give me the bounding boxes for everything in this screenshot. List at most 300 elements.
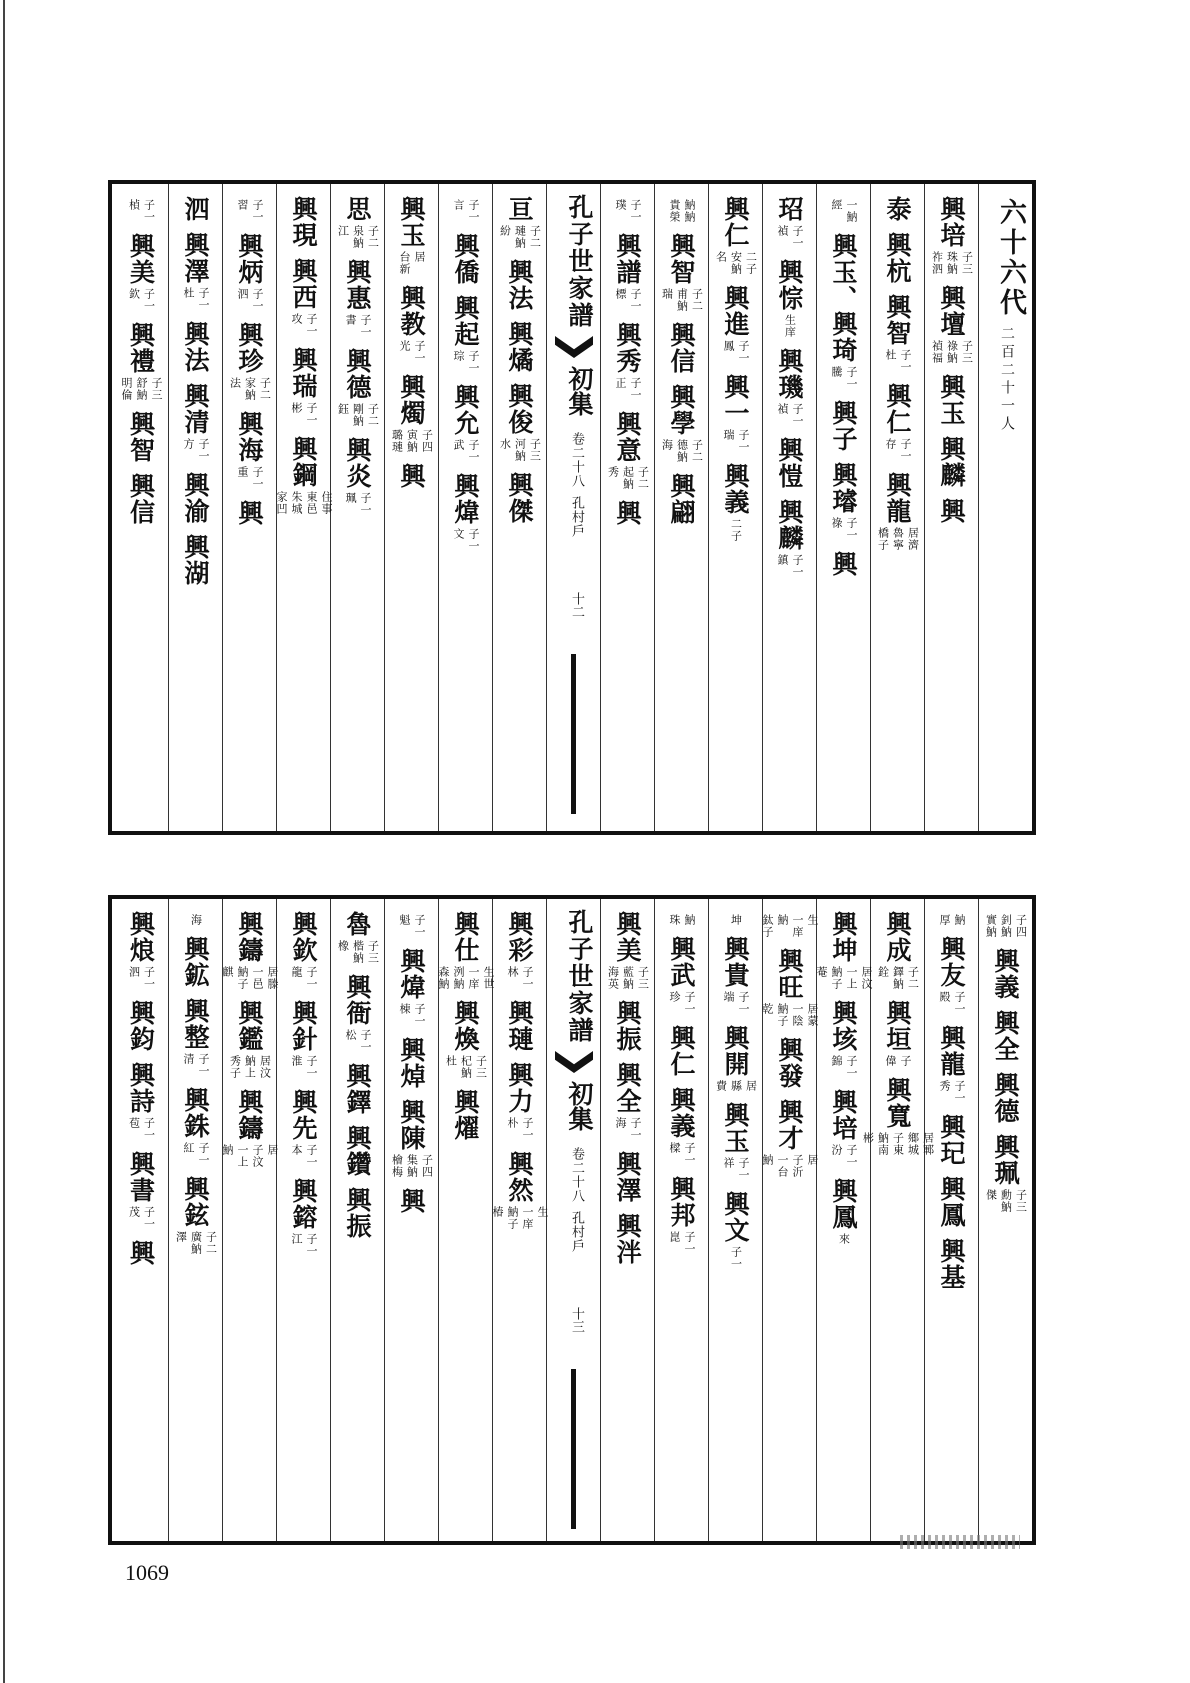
column-entries: [169, 196, 222, 596]
person-note: 鐸魶: [891, 966, 905, 990]
person-name: 興: [829, 551, 858, 577]
person-note: 海: [660, 439, 674, 451]
person-entry: [815, 911, 872, 990]
person-note: 一台: [776, 1154, 789, 1178]
person-entry: [775, 259, 804, 338]
person-name: 興美: [126, 233, 156, 285]
person-entry: [343, 1187, 372, 1239]
person-note: 子一: [845, 1144, 858, 1168]
person-notes: [830, 517, 857, 541]
person-entry: [991, 948, 1020, 1000]
register-column: [384, 184, 438, 831]
person-entry: [397, 1037, 426, 1089]
person-note: 秀: [606, 466, 620, 478]
person-name: 興鋼: [289, 436, 318, 488]
register-column: [330, 184, 384, 831]
person-entry: [775, 196, 804, 249]
person-note: 禎福: [930, 340, 944, 364]
register-column: [708, 899, 762, 1541]
column-entries: [601, 196, 654, 536]
person-name: 興仁: [667, 1025, 696, 1077]
person-notes: [668, 1231, 695, 1255]
person-note: 二子: [729, 518, 743, 542]
person-entry: [236, 196, 263, 223]
person-notes: [229, 377, 271, 401]
person-note: 子一: [197, 438, 210, 462]
person-note: 琮: [452, 350, 465, 362]
person-entry: [289, 1178, 318, 1257]
person-notes: [722, 991, 749, 1015]
person-name: 興鳳: [829, 1178, 858, 1230]
person-note: 子一: [467, 528, 480, 552]
person-entry: [829, 1178, 858, 1245]
person-name: 興現: [289, 196, 318, 248]
person-note: 居蒙: [806, 1003, 819, 1027]
person-name: 興: [235, 500, 264, 526]
person-name: 興鑑: [235, 1000, 264, 1052]
person-notes: [938, 914, 965, 926]
person-notes: [344, 1029, 371, 1053]
person-note: 子一: [629, 288, 642, 312]
person-name: 興德: [343, 348, 372, 400]
person-name: 興愷: [775, 437, 804, 489]
collection-label: 初集: [565, 1081, 594, 1131]
column-entries: [761, 911, 819, 1188]
person-notes: [722, 1157, 749, 1181]
person-note: 朴: [506, 1117, 519, 1129]
person-note: 洌魶: [452, 966, 465, 990]
person-note: 一魶: [845, 199, 858, 223]
person-note: 海英: [606, 966, 620, 990]
person-note: 子一: [197, 287, 210, 311]
person-name: 興意: [613, 411, 642, 463]
person-note: 棟: [398, 1003, 411, 1015]
person-entry: [127, 1151, 156, 1230]
person-note: 廣魶: [189, 1231, 203, 1255]
person-entry: [289, 1089, 318, 1168]
person-note: 珠魶: [945, 251, 959, 275]
person-entry: [491, 1151, 548, 1230]
person-name: 泗: [181, 196, 210, 222]
register-column: [762, 184, 816, 831]
person-name: 興然: [505, 1151, 534, 1203]
person-entry: [128, 196, 155, 223]
person-name: 興璣: [775, 348, 804, 400]
person-note: 子一: [305, 1144, 318, 1168]
person-note: 彬: [861, 1132, 875, 1144]
person-note: 子三: [636, 966, 650, 990]
person-notes: [182, 1142, 209, 1166]
person-note: 魁: [398, 914, 411, 926]
person-entry: [667, 473, 696, 525]
person-note: 殿: [938, 991, 951, 1003]
person-notes: [730, 914, 742, 926]
person-entry: [229, 322, 271, 401]
person-note: 魶: [776, 914, 789, 926]
person-entry: [337, 348, 379, 427]
person-notes: [614, 1117, 641, 1141]
person-note: 居汶: [860, 966, 873, 990]
person-note: 子一: [251, 466, 264, 490]
person-entry: [505, 1000, 534, 1052]
person-entry: [862, 1077, 934, 1156]
person-note: 江: [336, 225, 350, 237]
person-name: 興煒: [451, 473, 480, 525]
column-entries: [223, 196, 276, 536]
person-note: 藍魶: [621, 966, 635, 990]
person-note: 龍: [290, 966, 303, 978]
person-entry: [181, 232, 210, 311]
person-note: 方: [182, 438, 195, 450]
person-name: 興陳: [397, 1099, 426, 1151]
person-notes: [229, 1055, 271, 1079]
person-entry: [452, 196, 479, 223]
person-notes: [398, 340, 425, 364]
person-notes: [884, 438, 911, 462]
column-entries: [385, 196, 438, 499]
person-name: 興泮: [613, 1213, 642, 1265]
person-entry: [667, 936, 696, 1015]
person-note: 子二: [906, 966, 920, 990]
person-name: 興鎔: [289, 1178, 318, 1230]
person-entry: [721, 1102, 750, 1181]
person-name: 興成: [883, 911, 912, 963]
person-note: 子一: [305, 1233, 318, 1257]
column-entries: [491, 911, 549, 1240]
person-notes: [391, 1154, 433, 1178]
person-entry: [715, 196, 757, 275]
person-notes: [452, 199, 479, 223]
person-entry: [127, 1240, 156, 1266]
person-note: 子二: [366, 225, 380, 249]
person-notes: [815, 966, 872, 990]
person-entry: [775, 1037, 804, 1089]
person-note: 居汶: [258, 1055, 272, 1079]
person-entry: [221, 1089, 278, 1168]
person-entry: [761, 1099, 818, 1178]
person-note: 端: [722, 991, 735, 1003]
person-notes: [776, 554, 803, 578]
person-name: 興鈞: [126, 1000, 156, 1052]
person-entry: [343, 259, 372, 338]
person-notes: [452, 528, 479, 552]
person-entry: [127, 233, 156, 312]
person-entry: [397, 948, 426, 1027]
person-name: 興法: [505, 259, 534, 311]
person-name: 興龍: [937, 1025, 966, 1077]
person-note: 子二: [258, 377, 272, 401]
person-entry: [721, 285, 750, 364]
generation-count: 二百二十一人: [999, 326, 1015, 434]
person-note: 子一: [899, 438, 912, 462]
person-notes: [614, 288, 641, 312]
person-name: 興鑽: [343, 1125, 372, 1177]
person-note: 子一: [791, 403, 804, 427]
person-notes: [182, 287, 209, 311]
person-note: 實魶: [984, 914, 998, 938]
person-notes: [938, 991, 965, 1015]
person-name: 興坤: [829, 911, 858, 963]
person-note: 欽: [127, 288, 141, 300]
person-note: 璞: [614, 199, 627, 211]
person-name: 興義: [721, 463, 750, 515]
person-note: 錦: [830, 1055, 843, 1067]
person-name: 興智: [667, 233, 696, 285]
person-note: 子一: [521, 966, 534, 990]
person-name: 興全: [613, 1062, 642, 1114]
person-name: 興德: [991, 1072, 1020, 1124]
person-name: 興仁: [721, 196, 750, 248]
person-notes: [437, 966, 494, 990]
person-note: 楷魶: [351, 940, 365, 964]
person-entry: [127, 411, 156, 463]
person-note: 貴榮: [668, 199, 681, 223]
person-notes: [938, 1080, 965, 1104]
center-title-column: [546, 184, 600, 831]
person-entry: [181, 998, 210, 1077]
person-name: 興基: [937, 1238, 966, 1290]
person-note: 子一: [305, 966, 318, 990]
person-name: 興一: [721, 374, 750, 426]
person-entry: [398, 911, 425, 938]
person-name: 興: [613, 500, 642, 526]
person-name: 興玉、興琦: [829, 233, 858, 363]
column-entries: [763, 196, 816, 588]
person-entry: [715, 1025, 757, 1092]
person-name: 興書: [126, 1151, 156, 1203]
person-name: 興鉱: [181, 936, 210, 988]
person-entry: [877, 911, 919, 990]
person-note: 璐璉: [390, 429, 404, 453]
person-name: 興麟: [775, 499, 804, 551]
person-name: 興鐸: [343, 1063, 372, 1115]
person-notes: [722, 429, 749, 453]
person-name: 興湖: [181, 534, 210, 586]
person-name: 興燏: [505, 321, 534, 373]
person-note: 魶南: [876, 1132, 890, 1156]
person-entry: [451, 384, 480, 463]
person-notes: [391, 429, 433, 453]
person-name: 興: [397, 1188, 426, 1214]
person-note: 苞: [127, 1117, 141, 1129]
person-note: 江: [290, 1233, 303, 1245]
person-note: 禎: [776, 225, 789, 237]
person-note: 子一: [467, 199, 480, 223]
person-name: 亘: [505, 196, 534, 222]
person-notes: [877, 966, 919, 990]
person-name: 興: [397, 463, 426, 489]
person-name: 興清: [181, 383, 210, 435]
column-entries: [169, 911, 222, 1265]
person-entry: [937, 1238, 966, 1290]
register-column: [330, 899, 384, 1541]
person-note: 習: [236, 199, 249, 211]
person-notes: [985, 914, 1027, 938]
register-column: [978, 899, 1032, 1541]
person-notes: [344, 314, 371, 338]
person-entry: [229, 1000, 271, 1079]
person-note: 甫魶: [675, 288, 689, 312]
person-note: 攻: [290, 313, 303, 325]
person-entry: [829, 462, 858, 541]
person-note: 杜: [182, 287, 195, 299]
person-note: 子三: [528, 438, 542, 462]
person-entry: [289, 911, 318, 990]
person-entry: [451, 295, 480, 374]
register-column: [815, 899, 873, 1541]
person-name: 興煥: [451, 1000, 480, 1052]
person-note: 秀子: [228, 1055, 242, 1079]
person-note: 居: [806, 1154, 819, 1166]
person-note: 海: [614, 1117, 627, 1129]
person-note: 集魶: [405, 1154, 419, 1178]
person-name: 興信: [667, 322, 696, 374]
person-entry: [721, 374, 750, 453]
person-note: 言: [452, 199, 465, 211]
person-entry: [181, 383, 210, 462]
person-notes: [445, 1055, 487, 1079]
person-note: 子一: [413, 1003, 426, 1027]
person-note: 紛: [498, 225, 512, 237]
person-note: 居鄆: [921, 1132, 935, 1156]
person-note: 樑: [668, 1142, 681, 1154]
person-note: 子一: [197, 1053, 210, 1077]
person-name: 興貴: [721, 936, 750, 988]
person-note: 杞魶: [459, 1055, 473, 1079]
person-note: 楨: [127, 199, 141, 211]
person-name: 玿: [775, 196, 804, 222]
person-note: 祥: [722, 1157, 735, 1169]
column-entries: [331, 911, 384, 1249]
person-entry: [829, 1000, 858, 1079]
person-note: 居: [413, 251, 426, 263]
person-entry: [127, 473, 156, 525]
fish-tail-mark: [555, 336, 593, 358]
person-note: 椿: [491, 1206, 504, 1218]
person-note: 璉魶: [513, 225, 527, 249]
person-name: 興龍: [883, 472, 912, 524]
person-entry: [938, 911, 965, 926]
person-entry: [775, 348, 804, 427]
fish-tail-mark: [555, 1051, 593, 1073]
column-entries: [221, 911, 279, 1178]
leaf-number: 十三: [569, 1307, 584, 1333]
person-notes: [668, 914, 695, 926]
register-column: [492, 184, 546, 831]
column-entries: [114, 911, 168, 1276]
person-note: 海: [189, 914, 203, 926]
person-entry: [505, 321, 534, 373]
person-note: 東邑: [305, 491, 318, 515]
person-name: 興欽: [289, 911, 318, 963]
person-note: 魯寧: [891, 527, 905, 551]
person-note: 武: [452, 439, 465, 451]
person-notes: [221, 1144, 278, 1168]
person-entry: [181, 534, 210, 586]
person-name: 興邦: [667, 1176, 696, 1228]
person-note: 魶子: [830, 966, 843, 990]
person-name: 興義: [667, 1087, 696, 1139]
person-entry: [120, 322, 162, 401]
person-entry: [829, 233, 858, 390]
register-column: [222, 184, 276, 831]
person-notes: [398, 1003, 425, 1027]
person-note: 河魶: [513, 438, 527, 462]
person-entry: [667, 1025, 696, 1077]
person-name: 興燭: [397, 374, 426, 426]
person-note: 子一: [142, 199, 156, 223]
person-name: 興銖: [181, 1087, 210, 1139]
person-entry: [721, 936, 750, 1015]
person-notes: [607, 466, 649, 490]
person-note: 子二: [204, 1231, 218, 1255]
person-note: 偉: [884, 1055, 897, 1067]
person-entry: [607, 411, 649, 490]
person-name: 興焯: [397, 1037, 426, 1089]
person-note: 祿魶: [945, 340, 959, 364]
person-note: 生: [806, 914, 819, 926]
person-note: 杜: [884, 349, 897, 361]
person-name: 興法: [181, 321, 210, 373]
page-margin-line: [3, 0, 5, 1683]
person-entry: [883, 1000, 912, 1067]
person-entry: [991, 1072, 1020, 1124]
column-entries: [275, 196, 333, 525]
person-note: 魶魶: [683, 199, 696, 223]
person-note: 子一: [629, 377, 642, 401]
person-note: 瑞: [722, 429, 735, 441]
person-name: 興: [937, 498, 966, 524]
person-name: 興俊: [505, 383, 534, 435]
person-entry: [343, 1063, 372, 1115]
person-notes: [499, 225, 541, 249]
person-entry: [721, 463, 750, 542]
person-entry: [937, 1025, 966, 1104]
person-note: 祿: [830, 517, 843, 529]
person-name: 興先: [289, 1089, 318, 1141]
person-entry: [937, 936, 966, 1015]
person-note: 子一: [953, 991, 966, 1015]
person-notes: [337, 403, 379, 427]
person-entry: [289, 347, 318, 426]
center-rule: [571, 1369, 576, 1529]
person-name: 興澤: [181, 232, 210, 284]
person-notes: [668, 991, 695, 1015]
person-note: 林: [506, 966, 519, 978]
person-note: 泉魶: [351, 225, 365, 249]
person-entry: [985, 911, 1027, 938]
person-note: 鈦子: [761, 914, 774, 938]
person-notes: [290, 402, 317, 426]
column-entries: [385, 911, 438, 1224]
person-entry: [181, 321, 210, 373]
person-name: 興美: [613, 911, 642, 963]
register-column: [114, 184, 168, 831]
person-entry: [614, 196, 641, 223]
register-column: [114, 899, 168, 1541]
person-note: 魶上: [243, 1055, 257, 1079]
person-entry: [613, 1062, 642, 1141]
person-notes: [985, 1189, 1027, 1213]
person-name: 興炳: [235, 233, 264, 285]
person-entry: [613, 1000, 642, 1052]
person-note: 子一: [683, 1231, 696, 1255]
person-note: 存: [884, 438, 897, 450]
person-name: 興璉: [505, 1000, 534, 1052]
person-note: 居: [266, 1144, 279, 1156]
person-notes: [830, 1144, 857, 1168]
person-notes: [668, 199, 695, 223]
